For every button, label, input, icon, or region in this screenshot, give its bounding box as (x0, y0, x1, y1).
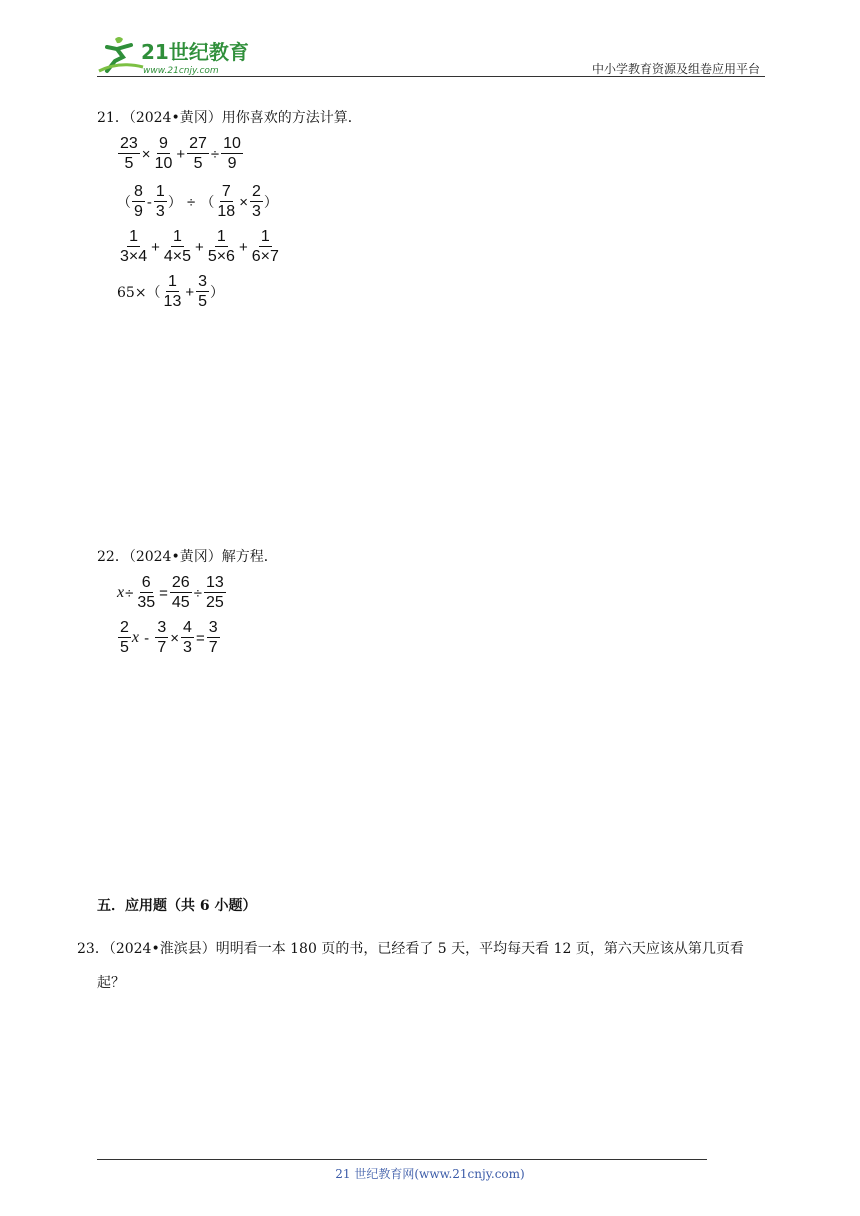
fraction: $\frac{1}{3\times 4}$ (120, 228, 148, 265)
fraction: $\frac{8}{9}$ (134, 183, 143, 220)
logo-url: www.21cnjy.com (143, 66, 219, 76)
q21-expression-1: $\frac{23}{5}$ × $\frac{9}{10}$ + $\frac{27}{5}$ ÷ $\frac{10}{9}$ (120, 135, 241, 172)
fraction: $\frac{1}{5\times 6}$ (207, 228, 235, 265)
question-23-text: 23．（2024•淮滨县）明明看一本 180 页的书，已经看了 5 天，平均每天看 12 页，第六天应该从第几页看起？ (77, 941, 744, 991)
question-22-label: 22．（2024•黄冈）解方程． (97, 549, 278, 565)
fraction: $\frac{13}{25}$ (205, 574, 224, 611)
fraction: $\frac{2}{5}$ (120, 619, 129, 656)
footer-link[interactable]: 21 世纪教育网(www.21cnjy.com) (335, 1167, 525, 1181)
q21-expression-3: $\frac{1}{3\times 4}$ + $\frac{1}{4\times 5}$ + $\frac{1}{5\times 6}$ + $\frac{1}{6\times 7}$ (120, 228, 279, 265)
fraction: $\frac{3}{5}$ (198, 273, 208, 310)
fraction: $\frac{7}{18}$ (217, 183, 236, 220)
question-21-label: 21．（2024•黄冈）用你喜欢的方法计算． (97, 110, 362, 126)
platform-name: 中小学教育资源及组卷应用平台 (591, 62, 760, 76)
fraction: $\frac{6}{35}$ (137, 574, 156, 611)
fraction: $\frac{1}{13}$ (163, 273, 182, 310)
q21-expression-2: （ $\frac{8}{9}$ - $\frac{1}{3}$ ） ÷ （ $\frac{7}{18}$ × $\frac{2}{3}$ ） (117, 183, 278, 220)
fraction: $\frac{4}{3}$ (183, 619, 192, 656)
q22-equation-2: $\frac{2}{5}$ x - $\frac{3}{7}$ × $\frac{4}{3}$ = $\frac{3}{7}$ (120, 619, 218, 656)
runner-icon (99, 37, 143, 71)
fraction: $\frac{1}{3}$ (155, 183, 165, 220)
fraction: $\frac{27}{5}$ (189, 135, 207, 172)
fraction: $\frac{26}{45}$ (171, 574, 190, 611)
footer-divider (97, 1159, 707, 1160)
logo-text: 21世纪教育 (141, 40, 249, 64)
fraction: $\frac{1}{4\times 5}$ (163, 228, 192, 265)
q22-equation-1: x ÷ $\frac{6}{35}$ = $\frac{26}{45}$ ÷ $\frac{13}{25}$ (117, 574, 224, 611)
header-divider (97, 76, 765, 77)
fraction: $\frac{1}{6\times 7}$ (251, 228, 279, 265)
variable-x: x (131, 629, 140, 646)
expr-suffix: ） (210, 285, 225, 301)
expr-prefix: 65×（ (117, 285, 161, 301)
fraction: $\frac{2}{3}$ (251, 183, 261, 220)
fraction: $\frac{9}{10}$ (154, 135, 173, 172)
variable-x: x (117, 584, 125, 601)
section-title: 五．应用题（共 6 小题） (97, 898, 257, 914)
fraction: $\frac{3}{7}$ (157, 619, 167, 656)
site-logo (95, 33, 255, 77)
q21-expression-4: 65×（ $\frac{1}{13}$ + $\frac{3}{5}$ ） (117, 273, 225, 310)
fraction: $\frac{23}{5}$ (120, 135, 138, 172)
fraction: $\frac{10}{9}$ (223, 135, 241, 172)
fraction: $\frac{3}{7}$ (208, 619, 218, 656)
